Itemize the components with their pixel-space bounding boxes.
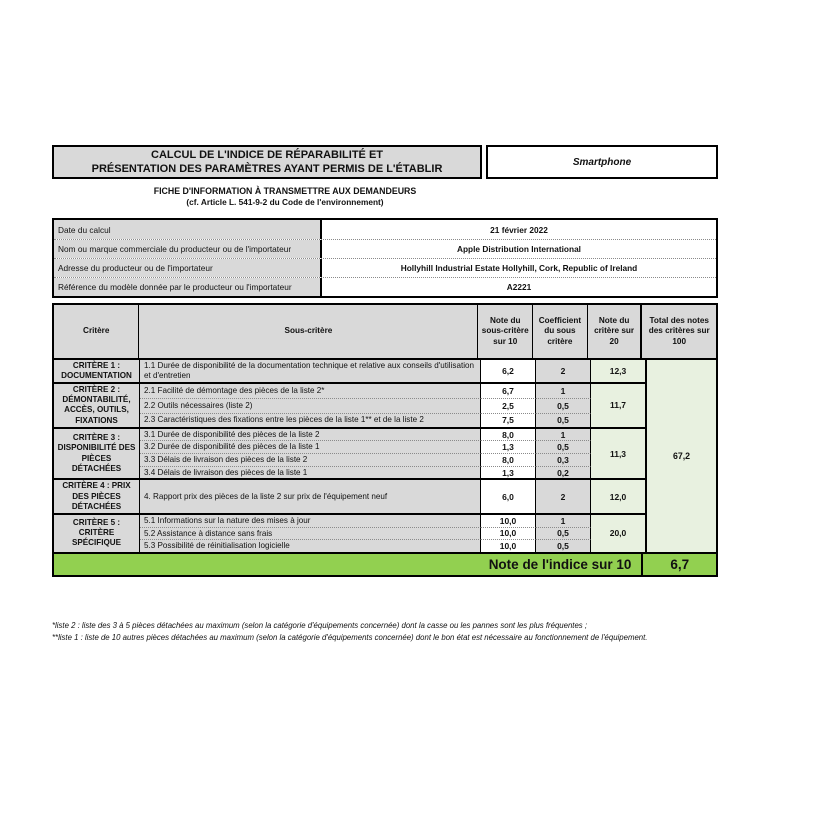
table-row xyxy=(140,360,591,382)
info-value: A2221 xyxy=(322,278,716,296)
subcriterion-score: 10,0 xyxy=(481,539,536,552)
subcriterion-label: 3.2 Durée de disponibilité des pièces de la liste 1 xyxy=(140,440,481,453)
subcriterion-score: 1,3 xyxy=(481,440,536,453)
table-row xyxy=(140,515,591,527)
info-row-producer-address xyxy=(54,258,716,277)
criterion-score-20: 12,3 xyxy=(591,360,645,382)
criteria-groups xyxy=(54,360,645,552)
final-index-label: Note de l'indice sur 10 xyxy=(488,556,632,572)
subcriterion-score: 7,5 xyxy=(481,413,536,427)
criterion-group-prix xyxy=(54,478,645,512)
subcriterion-coefficient: 0,3 xyxy=(536,453,591,466)
document-title xyxy=(52,145,482,179)
subcriterion-label: 1.1 Durée de disponibilité de la documentation technique et relative aux conseils d'utilisation et d'entretien xyxy=(140,360,481,382)
subcriterion-score: 1,3 xyxy=(481,466,536,479)
total-score-100: 67,2 xyxy=(645,360,716,552)
criterion-score-20: 11,7 xyxy=(591,384,645,426)
final-index-score: 6,7 xyxy=(641,554,716,575)
producer-info-table xyxy=(52,218,718,298)
table-row xyxy=(140,453,591,466)
table-row xyxy=(140,480,591,512)
criterion-group-demontabilite xyxy=(54,382,645,426)
document-title-line2: PRÉSENTATION DES PARAMÈTRES AYANT PERMIS DE L'ÉTABLIR xyxy=(91,163,443,175)
info-label: Date du calcul xyxy=(54,220,322,239)
criteria-table-body xyxy=(54,360,716,552)
subcriterion-label: 2.1 Facilité de démontage des pièces de la liste 2* xyxy=(140,384,481,398)
info-row-producer-name xyxy=(54,239,716,258)
info-label: Adresse du producteur ou de l'importateur xyxy=(54,259,322,277)
subcriteria-rows xyxy=(140,360,591,382)
product-category-box xyxy=(486,145,718,179)
subcriterion-coefficient: 0,5 xyxy=(536,527,591,540)
criterion-name: CRITÈRE 3 : DISPONIBILITÉ DES PIÈCES DÉTACHÉES xyxy=(54,429,140,479)
subcriterion-score: 10,0 xyxy=(481,515,536,527)
info-label: Nom ou marque commerciale du producteur ou de l'importateur xyxy=(54,240,322,258)
info-value: 21 février 2022 xyxy=(322,220,716,239)
header-note-critere-20: Note du critère sur 20 xyxy=(588,305,642,358)
header-critere: Critère xyxy=(54,305,139,358)
document-subtitle xyxy=(52,186,518,208)
subcriterion-score: 2,5 xyxy=(481,398,536,412)
criteria-table-header xyxy=(54,305,716,360)
subcriterion-coefficient: 0,5 xyxy=(536,539,591,552)
subcriterion-label: 2.3 Caractéristiques des fixations entre les pièces de la liste 1** et de la liste 2 xyxy=(140,413,481,427)
subcriterion-coefficient: 1 xyxy=(536,384,591,398)
criterion-group-specifique xyxy=(54,513,645,552)
subcriterion-score: 8,0 xyxy=(481,429,536,441)
table-row xyxy=(140,384,591,398)
header-total-100: Total des notes des critères sur 100 xyxy=(641,305,716,358)
info-row-model-reference xyxy=(54,277,716,296)
info-value: Hollyhill Industrial Estate Hollyhill, Cork, Republic of Ireland xyxy=(322,259,716,277)
criteria-table xyxy=(52,303,718,577)
subcriteria-rows xyxy=(140,429,591,479)
subcriteria-rows xyxy=(140,384,591,426)
subcriterion-label: 5.3 Possibilité de réinitialisation logicielle xyxy=(140,539,481,552)
subcriterion-label: 4. Rapport prix des pièces de la liste 2 sur prix de l'équipement neuf xyxy=(140,480,481,512)
header-note-sous-critere: Note du sous-critère sur 10 xyxy=(478,305,533,358)
subcriterion-label: 2.2 Outils nécessaires (liste 2) xyxy=(140,398,481,412)
subcriterion-score: 10,0 xyxy=(481,527,536,540)
info-label: Référence du modèle donnée par le producteur ou l'importateur xyxy=(54,278,322,296)
subtitle-line2: (cf. Article L. 541-9-2 du Code de l'environnement) xyxy=(186,196,384,207)
table-row xyxy=(140,466,591,479)
subcriterion-coefficient: 1 xyxy=(536,515,591,527)
criterion-name: CRITÈRE 4 : PRIX DES PIÈCES DÉTACHÉES xyxy=(54,480,140,512)
subcriterion-coefficient: 2 xyxy=(536,360,591,382)
subcriterion-score: 8,0 xyxy=(481,453,536,466)
header-coefficient: Coefficient du sous critère xyxy=(533,305,588,358)
criterion-group-documentation xyxy=(54,360,645,382)
footnote-liste1: **liste 1 : liste de 10 autres pièces détachées au maximum (selon la catégorie d'équipements concernée) dont le bon état est nécessaire au fonctionnement de l'équipement. xyxy=(52,633,648,643)
subcriterion-coefficient: 0,5 xyxy=(536,413,591,427)
table-row xyxy=(140,440,591,453)
subcriterion-label: 3.1 Durée de disponibilité des pièces de la liste 2 xyxy=(140,429,481,441)
subcriteria-rows xyxy=(140,515,591,552)
subtitle-line1: FICHE D'INFORMATION À TRANSMETTRE AUX DEMANDEURS xyxy=(153,186,417,196)
product-category-label: Smartphone xyxy=(572,156,632,168)
final-index-row xyxy=(54,552,716,575)
subcriterion-score: 6,2 xyxy=(481,360,536,382)
document-title-line1: CALCUL DE L'INDICE DE RÉPARABILITÉ ET xyxy=(151,148,383,161)
table-row xyxy=(140,527,591,540)
table-row xyxy=(140,413,591,427)
subcriterion-coefficient: 0,2 xyxy=(536,466,591,479)
subcriterion-score: 6,0 xyxy=(481,480,536,512)
subcriterion-coefficient: 0,5 xyxy=(536,398,591,412)
footnote-liste2: *liste 2 : liste des 3 à 5 pièces détachées au maximum (selon la catégorie d'équipements concernée) dont la casse ou les pannes sont les plus fréquentes ; xyxy=(52,621,588,630)
subcriterion-coefficient: 1 xyxy=(536,429,591,441)
info-row-date xyxy=(54,220,716,239)
subcriterion-label: 5.2 Assistance à distance sans frais xyxy=(140,527,481,540)
subcriterion-label: 5.1 Informations sur la nature des mises à jour xyxy=(140,515,481,527)
subcriterion-coefficient: 0,5 xyxy=(536,440,591,453)
criterion-score-20: 11,3 xyxy=(591,429,645,479)
subcriterion-label: 3.3 Délais de livraison des pièces de la liste 2 xyxy=(140,453,481,466)
subcriterion-label: 3.4 Délais de livraison des pièces de la liste 1 xyxy=(140,466,481,479)
criterion-score-20: 20,0 xyxy=(591,515,645,552)
info-value: Apple Distribution International xyxy=(322,240,716,258)
subcriteria-rows xyxy=(140,480,591,512)
table-row xyxy=(140,429,591,441)
criterion-name: CRITÈRE 2 : DÉMONTABILITÉ, ACCÈS, OUTILS, FIXATIONS xyxy=(54,384,140,426)
subcriterion-coefficient: 2 xyxy=(536,480,591,512)
table-row xyxy=(140,539,591,552)
criterion-score-20: 12,0 xyxy=(591,480,645,512)
header-sous-critere: Sous-critère xyxy=(139,305,478,358)
criterion-group-disponibilite xyxy=(54,427,645,479)
criterion-name: CRITÈRE 1 : DOCUMENTATION xyxy=(54,360,140,382)
footnotes xyxy=(52,620,762,644)
subcriterion-score: 6,7 xyxy=(481,384,536,398)
table-row xyxy=(140,398,591,412)
criterion-name: CRITÈRE 5 : CRITÈRE SPÉCIFIQUE xyxy=(54,515,140,552)
